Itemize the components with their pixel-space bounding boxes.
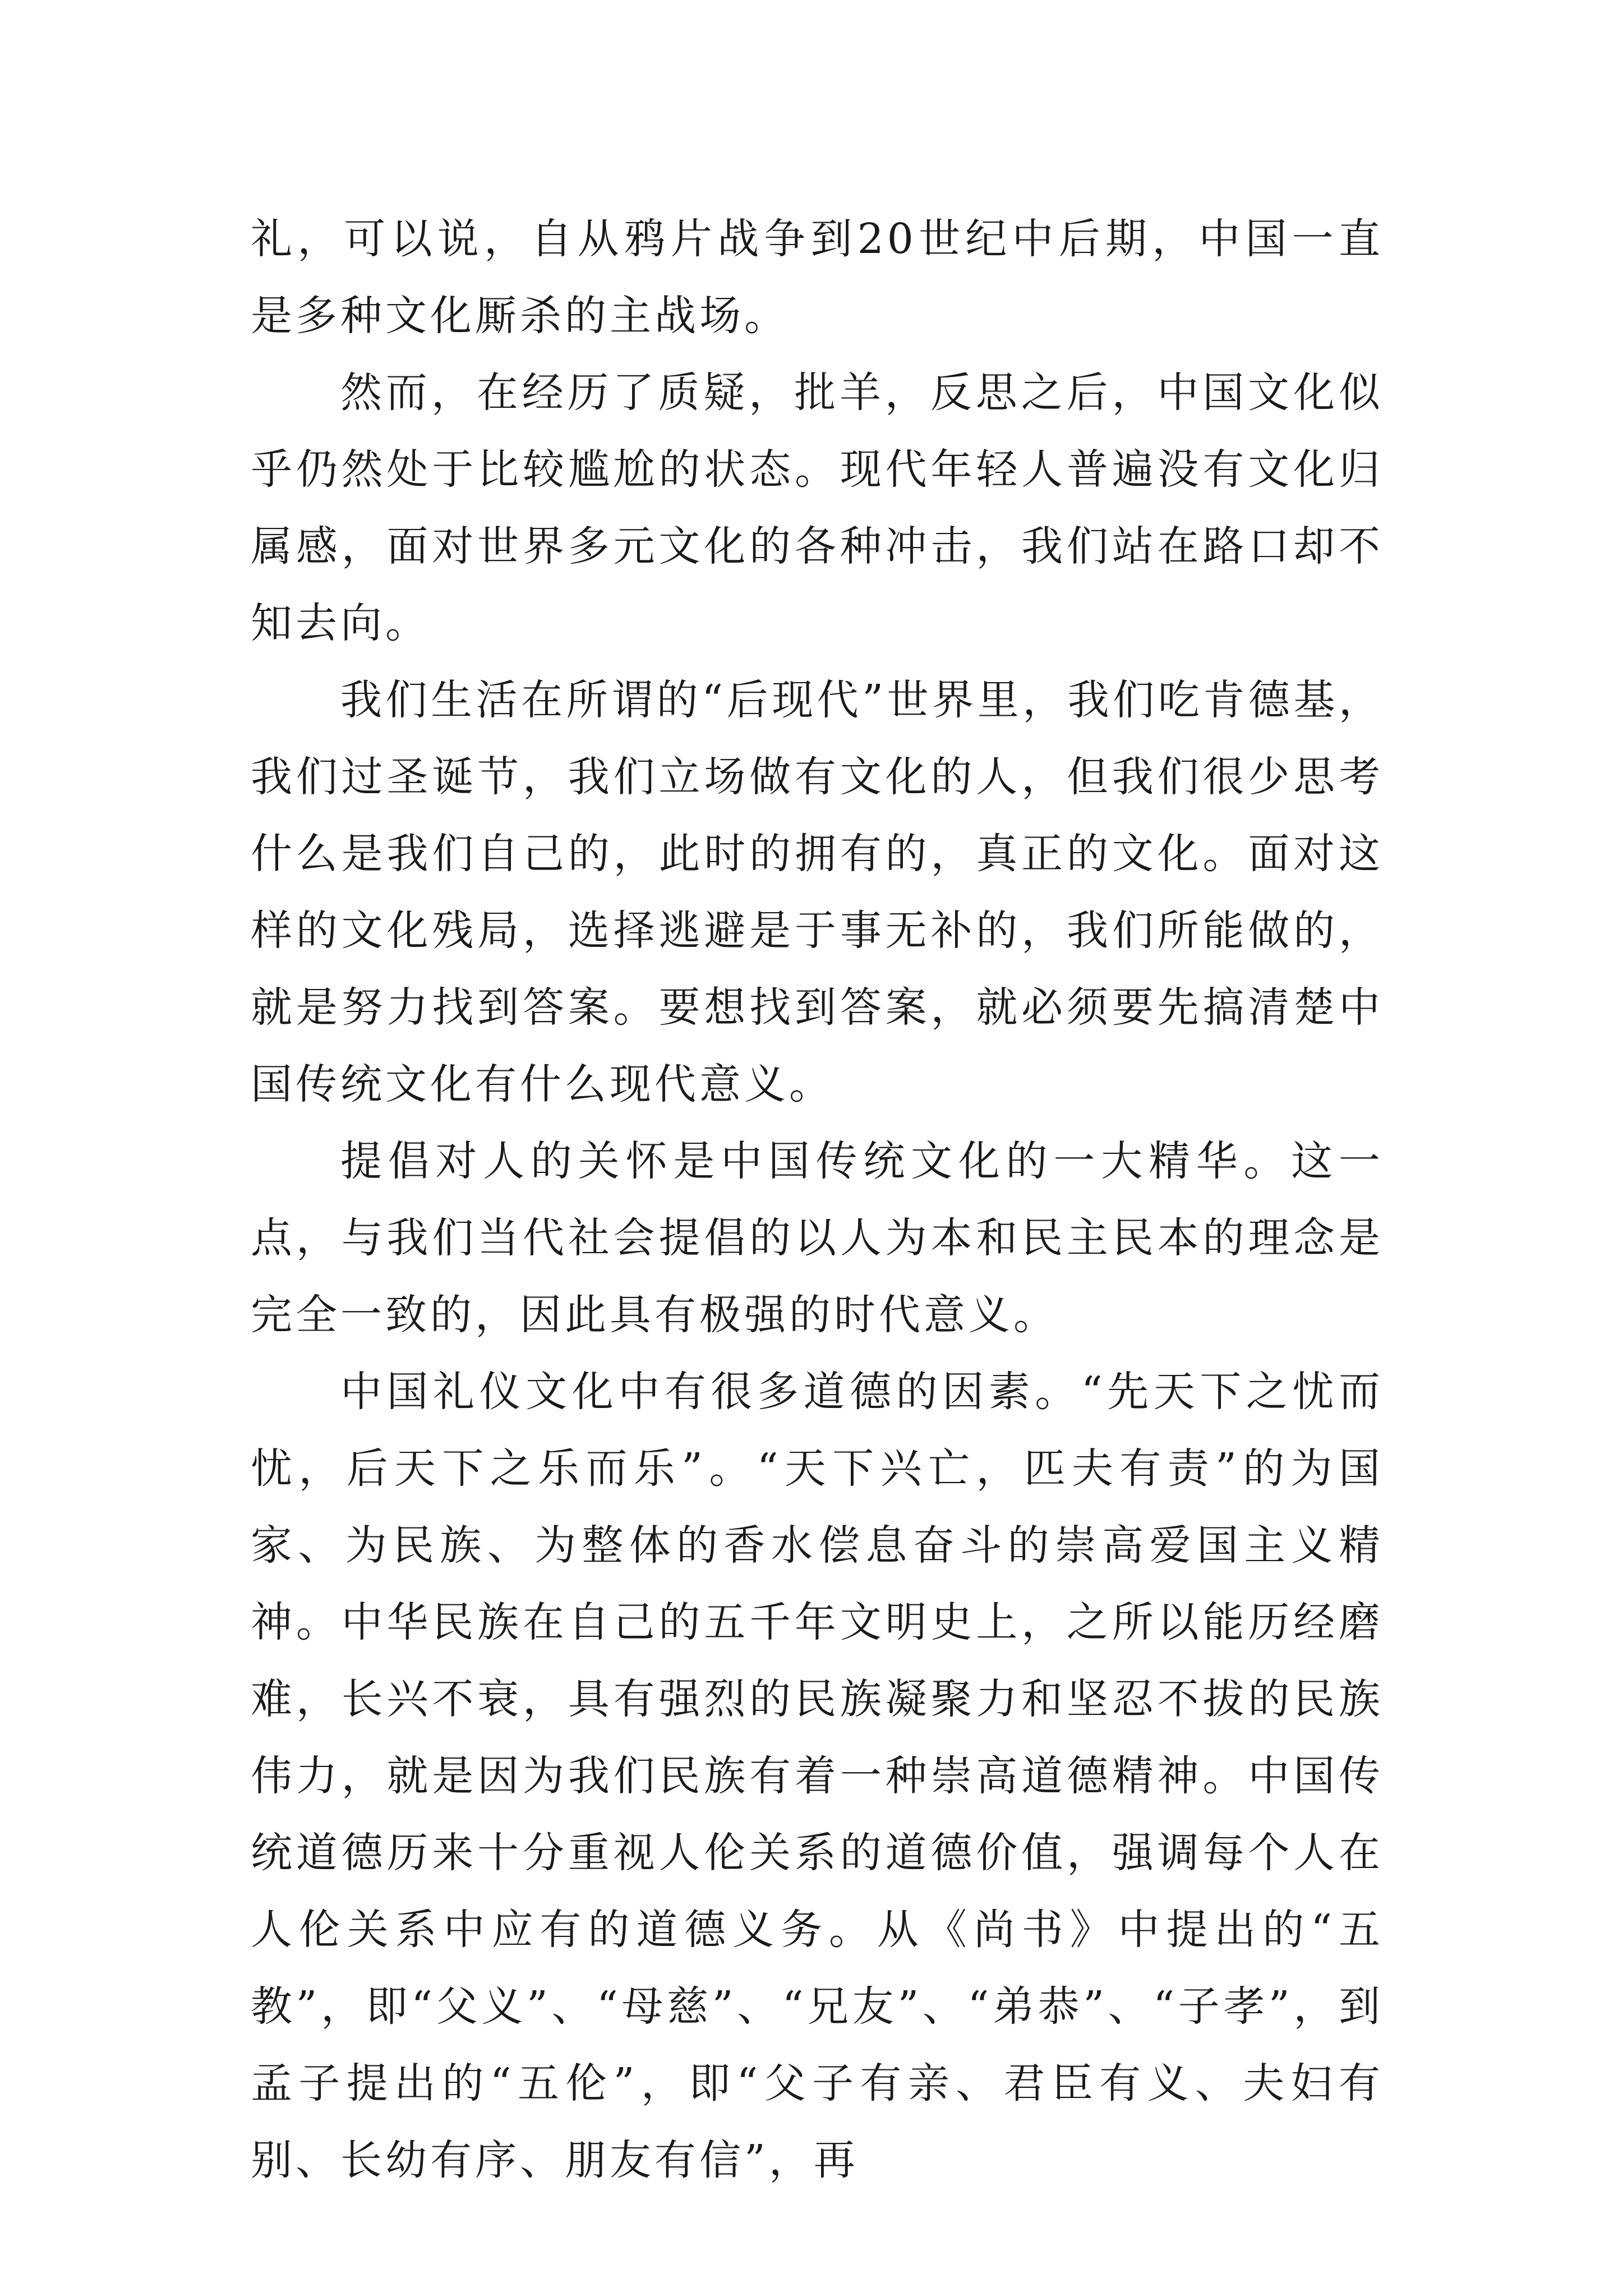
body-text <box>251 201 1384 2199</box>
paragraph-2: 然而，在经历了质疑，批羊，反思之后，中国文化似乎仍然处于比较尴尬的状态。现代年轻人普遍没有文化归属感，面对世界多元文化的各种冲击，我们站在路口却不知去向。 <box>251 369 1384 647</box>
paragraph-5: 中国礼仪文化中有很多道德的因素。“先天下之忧而忧，后天下之乐而乐”。“天下兴亡，匹夫有责”的为国家、为民族、为整体的香水偿息奋斗的崇高爱国主义精神。中华民族在自己的五千年文明史上，之所以能历经磨难，长兴不衰，具有强烈的民族凝聚力和坚忍不拔的民族伟力，就是因为我们民族有着一种崇高道德精神。中国传统道德历来十分重视人伦关系的道德价值，强调每个人在人伦关系中应有的道德义务。从《尚书》中提出的“五教”，即“父义”、“母慈”、“兄友”、“弟恭”、“子孝”，到孟子提出的“五伦”，即“父子有亲、君臣有义、夫妇有别、长幼有序、朋友有信”，再 <box>251 1368 1384 2184</box>
paragraph-4: 提倡对人的关怀是中国传统文化的一大精华。这一点，与我们当代社会提倡的以人为本和民主民本的理念是完全一致的，因此具有极强的时代意义。 <box>251 1137 1384 1339</box>
paragraph-1: 礼，可以说，自从鸦片战争到20世纪中后期，中国一直是多种文化厮杀的主战场。 <box>251 215 1384 340</box>
paragraph-3: 我们生活在所谓的“后现代”世界里，我们吃肯德基，我们过圣诞节，我们立场做有文化的人，但我们很少思考什么是我们自己的，此时的拥有的，真正的文化。面对这样的文化残局，选择逃避是于事无补的，我们所能做的，就是努力找到答案。要想找到答案，就必须要先搞清楚中国传统文化有什么现代意义。 <box>251 676 1384 1108</box>
